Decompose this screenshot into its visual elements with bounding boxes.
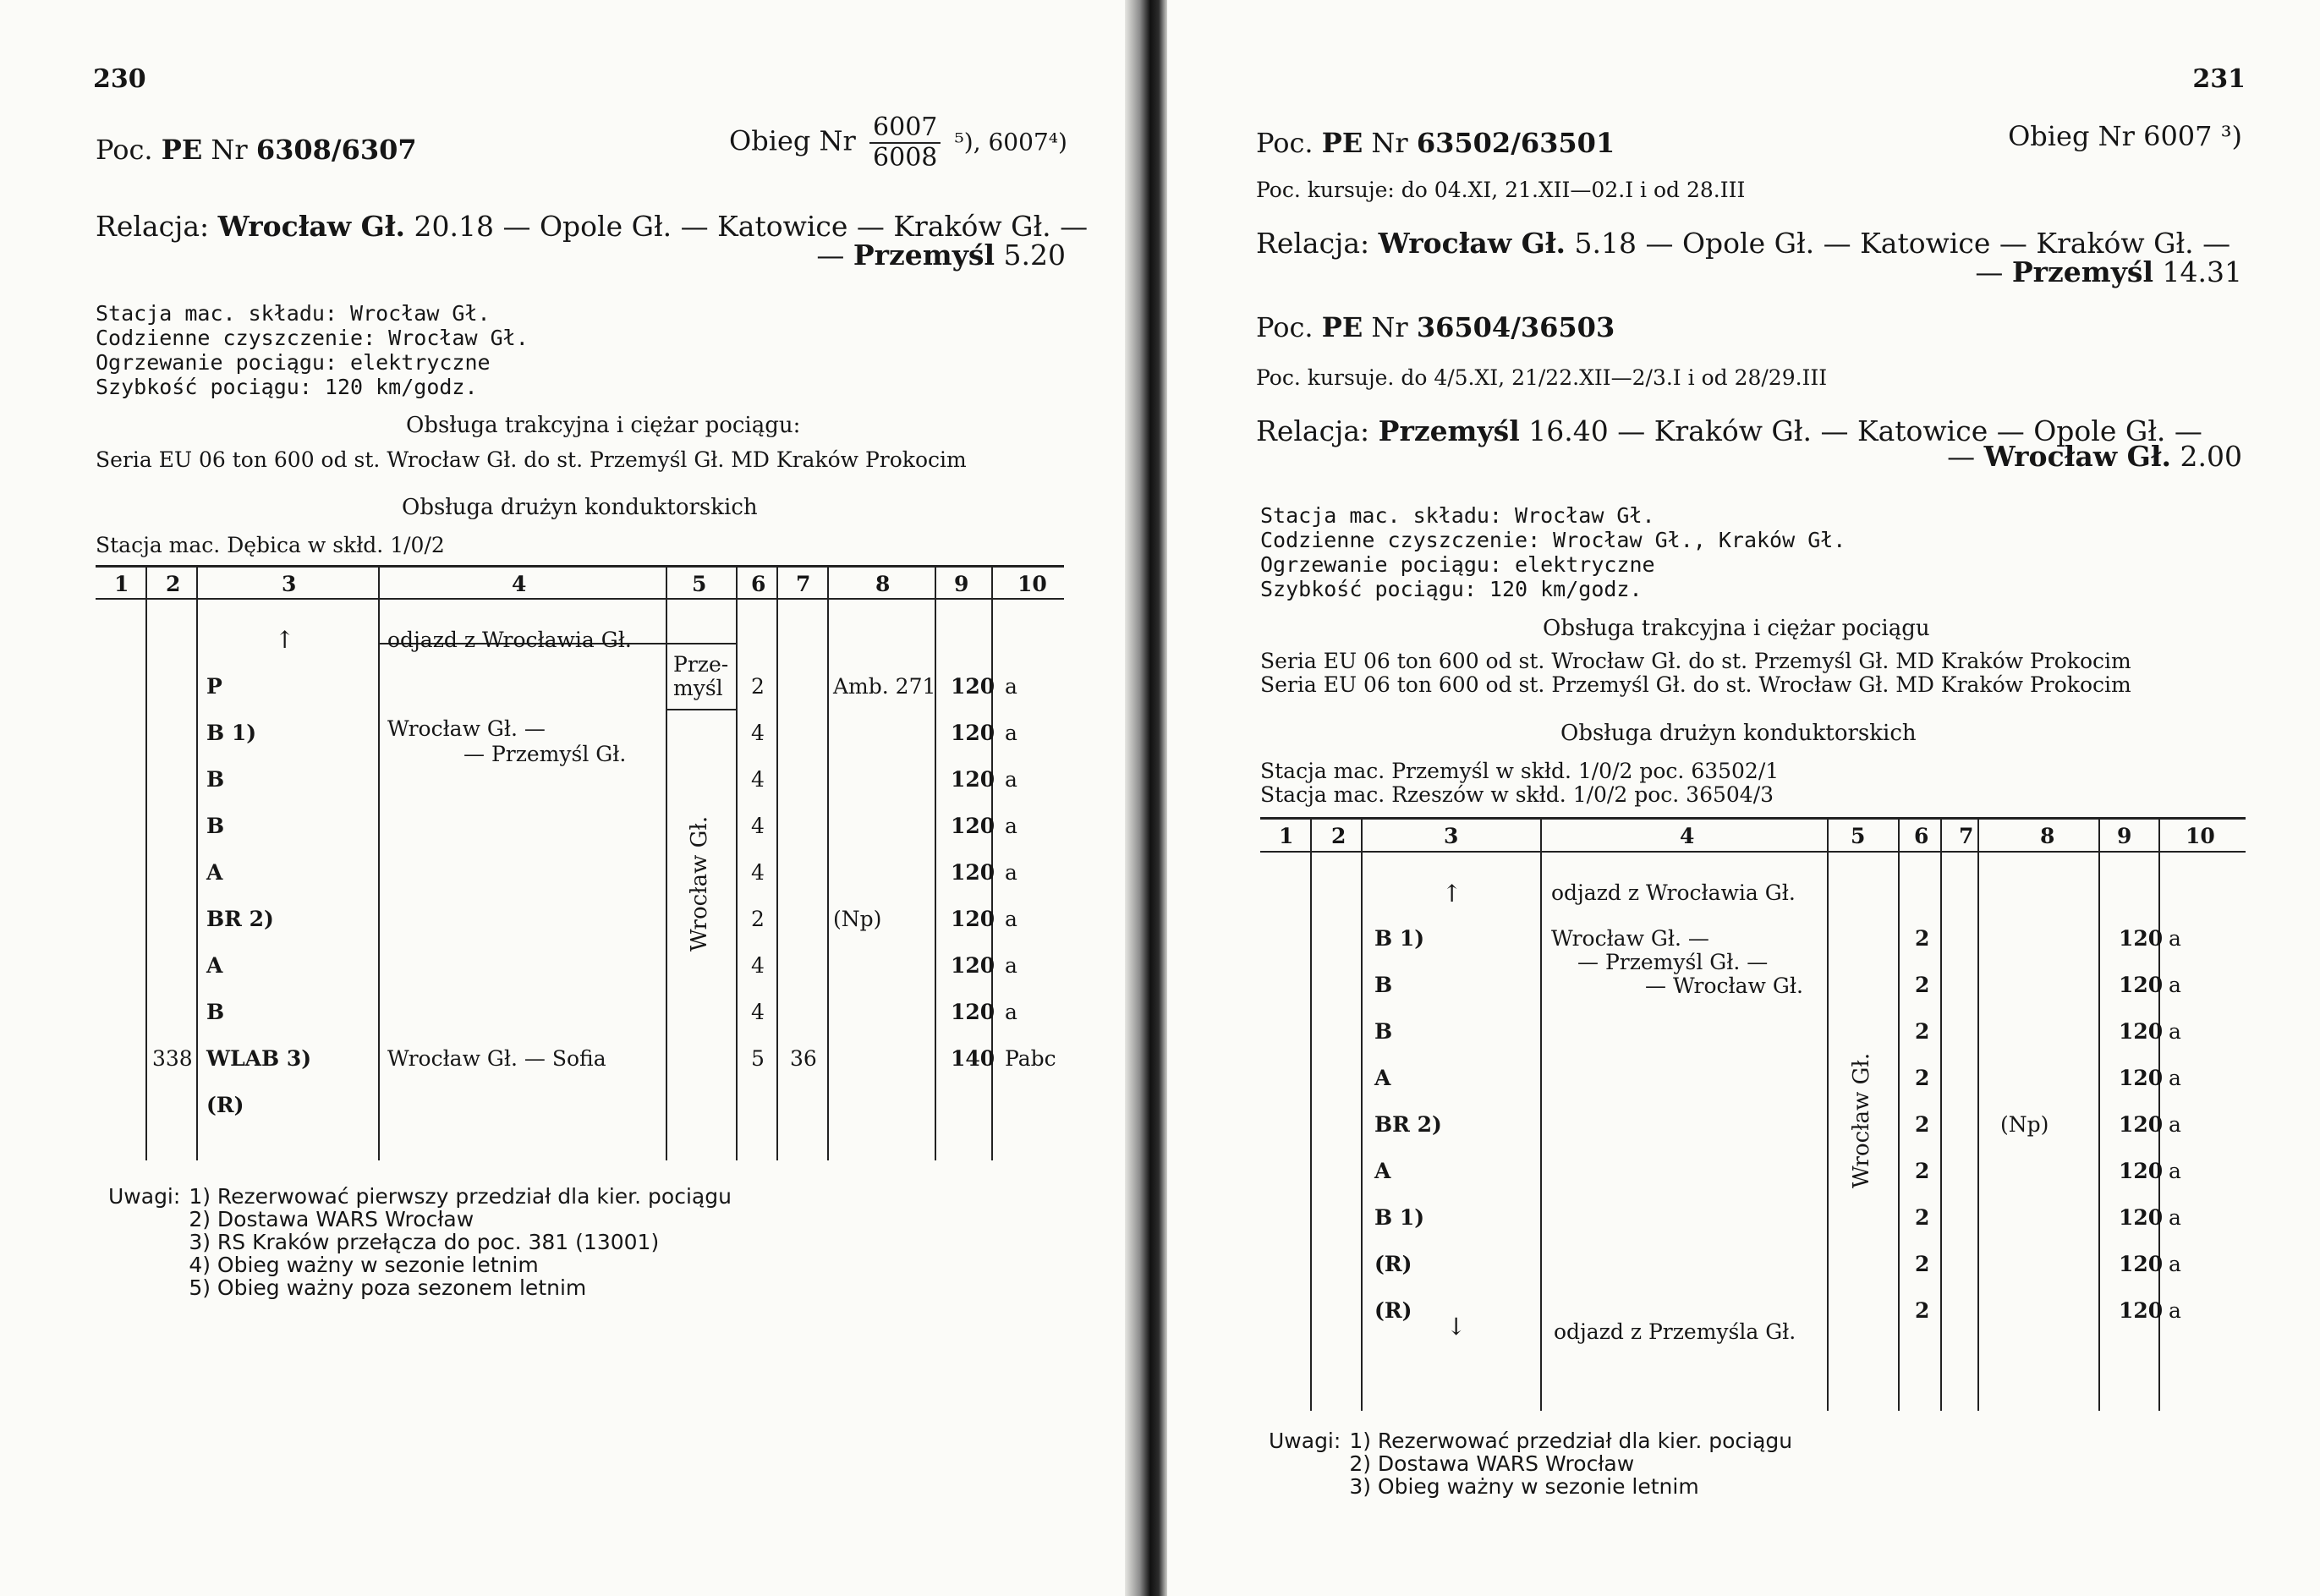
- col-line: [1310, 819, 1312, 1411]
- left-page: [0, 0, 1125, 1596]
- col-line: [2098, 819, 2100, 1411]
- przemysl-label: Prze-: [673, 652, 729, 677]
- cell-col6: 4: [751, 860, 765, 885]
- col-header: 2: [166, 572, 181, 596]
- cell-col10: a: [1005, 721, 1017, 745]
- col-header: 5: [692, 572, 707, 596]
- col-header: 10: [1017, 572, 1047, 596]
- col-header: 4: [512, 572, 527, 596]
- cell-car-class: B 1): [1374, 926, 1425, 951]
- route-line: Wrocław Gł. —: [387, 716, 546, 741]
- cell-col10: a: [1005, 1000, 1017, 1024]
- cell-speed: 120: [951, 721, 995, 745]
- col-header: 5: [1851, 824, 1866, 848]
- relacja-to-time: 2.00: [2180, 440, 2242, 473]
- crew-title: Obsługa drużyn konduktorskich: [402, 495, 758, 520]
- info-line: Szybkość pociągu: 120 km/godz.: [96, 375, 478, 399]
- cell-car-class: P: [206, 674, 222, 699]
- cell-car-class: B: [206, 814, 225, 838]
- info-line: Ogrzewanie pociągu: elektryczne: [1260, 552, 1655, 577]
- cell-col6: 2: [1915, 1298, 1930, 1323]
- col-line: [935, 567, 936, 1160]
- route-line: — Przemyśl Gł. —: [1577, 950, 1769, 974]
- notes-block: [1269, 1429, 1792, 1498]
- cell-car-class: B: [1374, 973, 1393, 997]
- col-line: [1977, 819, 1979, 1411]
- przemysl-label: myśl: [673, 676, 723, 700]
- cell-speed: 120: [2119, 973, 2164, 997]
- col-header: 6: [751, 572, 766, 596]
- up-arrow-icon: ↑: [1442, 880, 1462, 908]
- relacja-label: Relacja:: [1256, 414, 1370, 447]
- relacja-times: 20.18 — Opole Gł. — Katowice — Kraków Gł. —: [414, 210, 1089, 243]
- cell-speed: 120: [951, 767, 995, 792]
- cell-col10: a: [1005, 814, 1017, 838]
- cell-col6: 4: [751, 1000, 765, 1024]
- cell-col8: Amb. 271: [833, 674, 936, 699]
- cell-speed: 120: [2119, 1298, 2164, 1323]
- cell-col6: 2: [751, 674, 765, 699]
- col-line: [827, 567, 829, 1160]
- cell-col10: a: [2169, 926, 2181, 951]
- cell-speed: 120: [2119, 1205, 2164, 1230]
- cell-col10: a: [1005, 860, 1017, 885]
- notes-block: [108, 1185, 732, 1299]
- relacja-label: Relacja:: [96, 210, 210, 243]
- relacja-to: Przemyśl: [853, 239, 995, 271]
- train-type: PE: [161, 134, 203, 166]
- cell-car-class: A: [206, 860, 223, 885]
- col-line: [145, 567, 147, 1160]
- up-arrow-icon: ↑: [275, 626, 295, 654]
- crew-line: Stacja mac. Rzeszów w skłd. 1/0/2 poc. 36504/3: [1260, 782, 1774, 807]
- cell-col10: a: [2169, 1066, 2181, 1090]
- cell-car-class: (R): [1374, 1252, 1412, 1276]
- relacja-dash: —: [1975, 255, 2004, 288]
- cell-col10: a: [2169, 1112, 2181, 1137]
- col-line: [196, 567, 198, 1160]
- departure-note: odjazd z Wrocławia Gł.: [1551, 880, 1796, 905]
- train-nr-label: Nr: [1371, 311, 1408, 343]
- cell-speed: 120: [951, 814, 995, 838]
- train-number: 36504/36503: [1416, 311, 1615, 343]
- cell-col6: 4: [751, 814, 765, 838]
- col-line: [1361, 819, 1363, 1411]
- obieg-suffix: ⁵), 6007⁴): [954, 128, 1067, 156]
- traction-title: Obsługa trakcyjna i ciężar pociągu: [1543, 616, 1930, 641]
- cell-col10: a: [1005, 907, 1017, 931]
- cell-speed: 120: [2119, 1252, 2164, 1276]
- obieg-denominator: 6008: [873, 143, 938, 173]
- cell-car-class: (R): [206, 1093, 244, 1117]
- info-line: Codzienne czyszczenie: Wrocław Gł., Kraków Gł.: [1260, 528, 1846, 552]
- cell-speed: 120: [2119, 1159, 2164, 1183]
- cell-speed: 120: [2119, 1019, 2164, 1044]
- note-line: 1) Rezerwować przedział dla kier. pociągu: [1349, 1429, 1793, 1453]
- col-line: [666, 567, 667, 1160]
- note-line: 2) Dostawa WARS Wrocław: [189, 1207, 474, 1231]
- table-rule-header: [96, 598, 1064, 600]
- relacja-to: Wrocław Gł.: [1983, 440, 2172, 473]
- col-header: 9: [2117, 824, 2132, 848]
- right-page: [1167, 0, 2320, 1596]
- cell-speed: 120: [951, 953, 995, 978]
- col-header: 2: [1331, 824, 1346, 848]
- traction-line: Seria EU 06 ton 600 od st. Wrocław Gł. do st. Przemyśl Gł. MD Kraków Prokocim: [96, 447, 967, 472]
- cell-car-class: A: [206, 953, 223, 978]
- cell-col6: 2: [1915, 926, 1930, 951]
- relacja-label: Relacja:: [1256, 227, 1370, 260]
- cell-car-class: B: [206, 767, 225, 792]
- departure-note: odjazd z Przemyśla Gł.: [1554, 1319, 1796, 1344]
- train-number: 63502/63501: [1416, 127, 1615, 159]
- relacja-to: Przemyśl: [2011, 255, 2154, 288]
- cell-col6: 2: [1915, 1159, 1930, 1183]
- cell-col6: 4: [751, 767, 765, 792]
- obieg-value: 6007 ³): [2143, 120, 2242, 152]
- cell-rule: [666, 709, 736, 710]
- cell-speed: 120: [2119, 926, 2164, 951]
- col-header: 6: [1914, 824, 1929, 848]
- cell-car-class: B 1): [1374, 1205, 1425, 1230]
- timetable-left: [0, 0, 1125, 1596]
- cell-col10: a: [2169, 1252, 2181, 1276]
- cell-col8: (Np): [833, 907, 882, 931]
- cell-col6: 2: [1915, 973, 1930, 997]
- train-prefix: Poc.: [1256, 311, 1314, 343]
- table-rule-top: [96, 565, 1064, 568]
- col-line: [378, 567, 380, 1160]
- cell-col6: 2: [751, 907, 765, 931]
- col-line: [1898, 819, 1900, 1411]
- obieg-numerator: 6007: [869, 113, 941, 144]
- relacja-times: 5.18 — Opole Gł. — Katowice — Kraków Gł. —: [1574, 227, 2231, 260]
- cell-car-class: B 1): [206, 721, 257, 745]
- traction-line: Seria EU 06 ton 600 od st. Przemyśl Gł. do st. Wrocław Gł. MD Kraków Prokocim: [1260, 672, 2131, 697]
- col-header: 8: [875, 572, 891, 596]
- cell-col6: 2: [1915, 1112, 1930, 1137]
- route-line: Wrocław Gł. — Sofia: [387, 1046, 606, 1071]
- cell-speed: 120: [951, 860, 995, 885]
- cell-car-class: BR 2): [1374, 1112, 1442, 1137]
- col-header: 4: [1680, 824, 1695, 848]
- relacja-dash: —: [816, 239, 845, 271]
- cell-col6: 4: [751, 953, 765, 978]
- col-header: 3: [1444, 824, 1459, 848]
- cell-car-class: BR 2): [206, 907, 274, 931]
- departure-note: odjazd z Wrocławia Gł.: [387, 628, 632, 652]
- cell-col10: a: [2169, 973, 2181, 997]
- traction-line: Seria EU 06 ton 600 od st. Wrocław Gł. do st. Przemyśl Gł. MD Kraków Prokocim: [1260, 649, 2131, 673]
- cell-car-class: A: [1374, 1159, 1391, 1183]
- cell-car-class: A: [1374, 1066, 1391, 1090]
- cell-car-class: B: [206, 1000, 225, 1024]
- route-line: Wrocław Gł. —: [1551, 926, 1709, 951]
- down-arrow-icon: ↓: [1446, 1313, 1467, 1341]
- cell-col6: 2: [1915, 1252, 1930, 1276]
- cell-col10: a: [1005, 674, 1017, 699]
- col-header: 8: [2040, 824, 2055, 848]
- cell-speed: 120: [2119, 1112, 2164, 1137]
- cell-col10: a: [1005, 953, 1017, 978]
- info-line: Stacja mac. składu: Wrocław Gł.: [96, 301, 491, 326]
- cell-speed: 120: [951, 674, 995, 699]
- crew-title: Obsługa drużyn konduktorskich: [1560, 721, 1917, 746]
- train-nr-label: Nr: [211, 134, 248, 166]
- cell-speed: 120: [2119, 1066, 2164, 1090]
- obieg-label: Obieg Nr: [2008, 120, 2135, 152]
- timetable-right: [1167, 0, 2320, 1596]
- col-line: [776, 567, 778, 1160]
- crew-line: Stacja mac. Dębica w skłd. 1/0/2: [96, 533, 445, 557]
- cell-col10: a: [1005, 767, 1017, 792]
- info-line: Codzienne czyszczenie: Wrocław Gł.: [96, 326, 529, 350]
- page-number: 231: [2192, 64, 2246, 94]
- cell-col10: a: [2169, 1159, 2181, 1183]
- col-line: [1940, 819, 1942, 1411]
- note-line: 3) RS Kraków przełącza do poc. 381 (13001): [189, 1230, 660, 1254]
- train-prefix: Poc.: [1256, 127, 1314, 159]
- info-line: Ogrzewanie pociągu: elektryczne: [96, 350, 491, 375]
- cell-col10: a: [2169, 1019, 2181, 1044]
- cell-speed: 140: [951, 1046, 995, 1071]
- kursuje-line: Poc. kursuje. do 4/5.XI, 21/22.XII—2/3.I i od 28/29.III: [1256, 365, 1828, 390]
- cell-speed: 120: [951, 907, 995, 931]
- route-line: — Przemyśl Gł.: [463, 742, 627, 766]
- cell-car-class: B: [1374, 1019, 1393, 1044]
- cell-col10: a: [2169, 1298, 2181, 1323]
- relacja-dash: —: [1947, 440, 1976, 473]
- info-line: Szybkość pociągu: 120 km/godz.: [1260, 577, 1643, 601]
- col-header: 1: [114, 572, 129, 596]
- col-header: 7: [796, 572, 811, 596]
- train-type: PE: [1321, 127, 1363, 159]
- page-number: 230: [93, 64, 146, 94]
- cell-col10: Pabc: [1005, 1046, 1056, 1071]
- note-line: 3) Obieg ważny w sezonie letnim: [1349, 1474, 1699, 1499]
- note-line: 5) Obieg ważny poza sezonem letnim: [189, 1275, 587, 1300]
- info-line: Stacja mac. składu: Wrocław Gł.: [1260, 503, 1655, 528]
- col-header: 1: [1279, 824, 1294, 848]
- col-header: 9: [954, 572, 969, 596]
- train-type: PE: [1321, 311, 1363, 343]
- kursuje-line: Poc. kursuje: do 04.XI, 21.XII—02.I i od 28.III: [1256, 178, 1746, 202]
- col-line: [1540, 819, 1542, 1411]
- cell-col6: 2: [1915, 1066, 1930, 1090]
- cell-col7: 36: [790, 1046, 817, 1071]
- obieg-label: Obieg Nr: [729, 124, 856, 157]
- col-header: 10: [2186, 824, 2215, 848]
- cell-col6: 2: [1915, 1205, 1930, 1230]
- note-line: 4) Obieg ważny w sezonie letnim: [189, 1253, 539, 1277]
- cell-speed: 120: [951, 1000, 995, 1024]
- crew-line: Stacja mac. Przemyśl w skłd. 1/0/2 poc. 63502/1: [1260, 759, 1780, 783]
- vertical-station-label: Wrocław Gł.: [687, 815, 712, 952]
- notes-label: Uwagi:: [108, 1184, 181, 1209]
- note-line: 1) Rezerwować pierwszy przedział dla kier. pociągu: [189, 1184, 732, 1209]
- col-header: 7: [1959, 824, 1974, 848]
- relacja-from: Wrocław Gł.: [1378, 227, 1566, 260]
- train-nr-label: Nr: [1371, 127, 1408, 159]
- col-line: [1827, 819, 1829, 1411]
- relacja-to-time: 14.31: [2162, 255, 2242, 288]
- cell-car-class: (R): [1374, 1298, 1412, 1323]
- vertical-station-label: Wrocław Gł.: [1849, 1052, 1874, 1188]
- book-gutter: [1125, 0, 1167, 1596]
- relacja-from: Wrocław Gł.: [217, 210, 406, 243]
- cell-col8: (Np): [2000, 1112, 2049, 1137]
- note-line: 2) Dostawa WARS Wrocław: [1349, 1451, 1635, 1476]
- cell-col6: 4: [751, 721, 765, 745]
- relacja-times: 16.40 — Kraków Gł. — Katowice — Opole Gł. —: [1528, 414, 2202, 447]
- relacja-from: Przemyśl: [1378, 414, 1520, 447]
- traction-title: Obsługa trakcyjna i ciężar pociągu:: [406, 413, 801, 438]
- notes-label: Uwagi:: [1269, 1429, 1341, 1453]
- cell-col6: 2: [1915, 1019, 1930, 1044]
- train-number: 6308/6307: [255, 134, 417, 166]
- train-prefix: Poc.: [96, 134, 153, 166]
- relacja-to-time: 5.20: [1003, 239, 1066, 271]
- col-line: [736, 567, 738, 1160]
- cell-col10: a: [2169, 1205, 2181, 1230]
- route-line: — Wrocław Gł.: [1645, 974, 1803, 998]
- cell-col2: 338: [152, 1046, 193, 1071]
- cell-car-class: WLAB 3): [206, 1046, 312, 1071]
- col-header: 3: [282, 572, 297, 596]
- cell-col6: 5: [751, 1046, 765, 1071]
